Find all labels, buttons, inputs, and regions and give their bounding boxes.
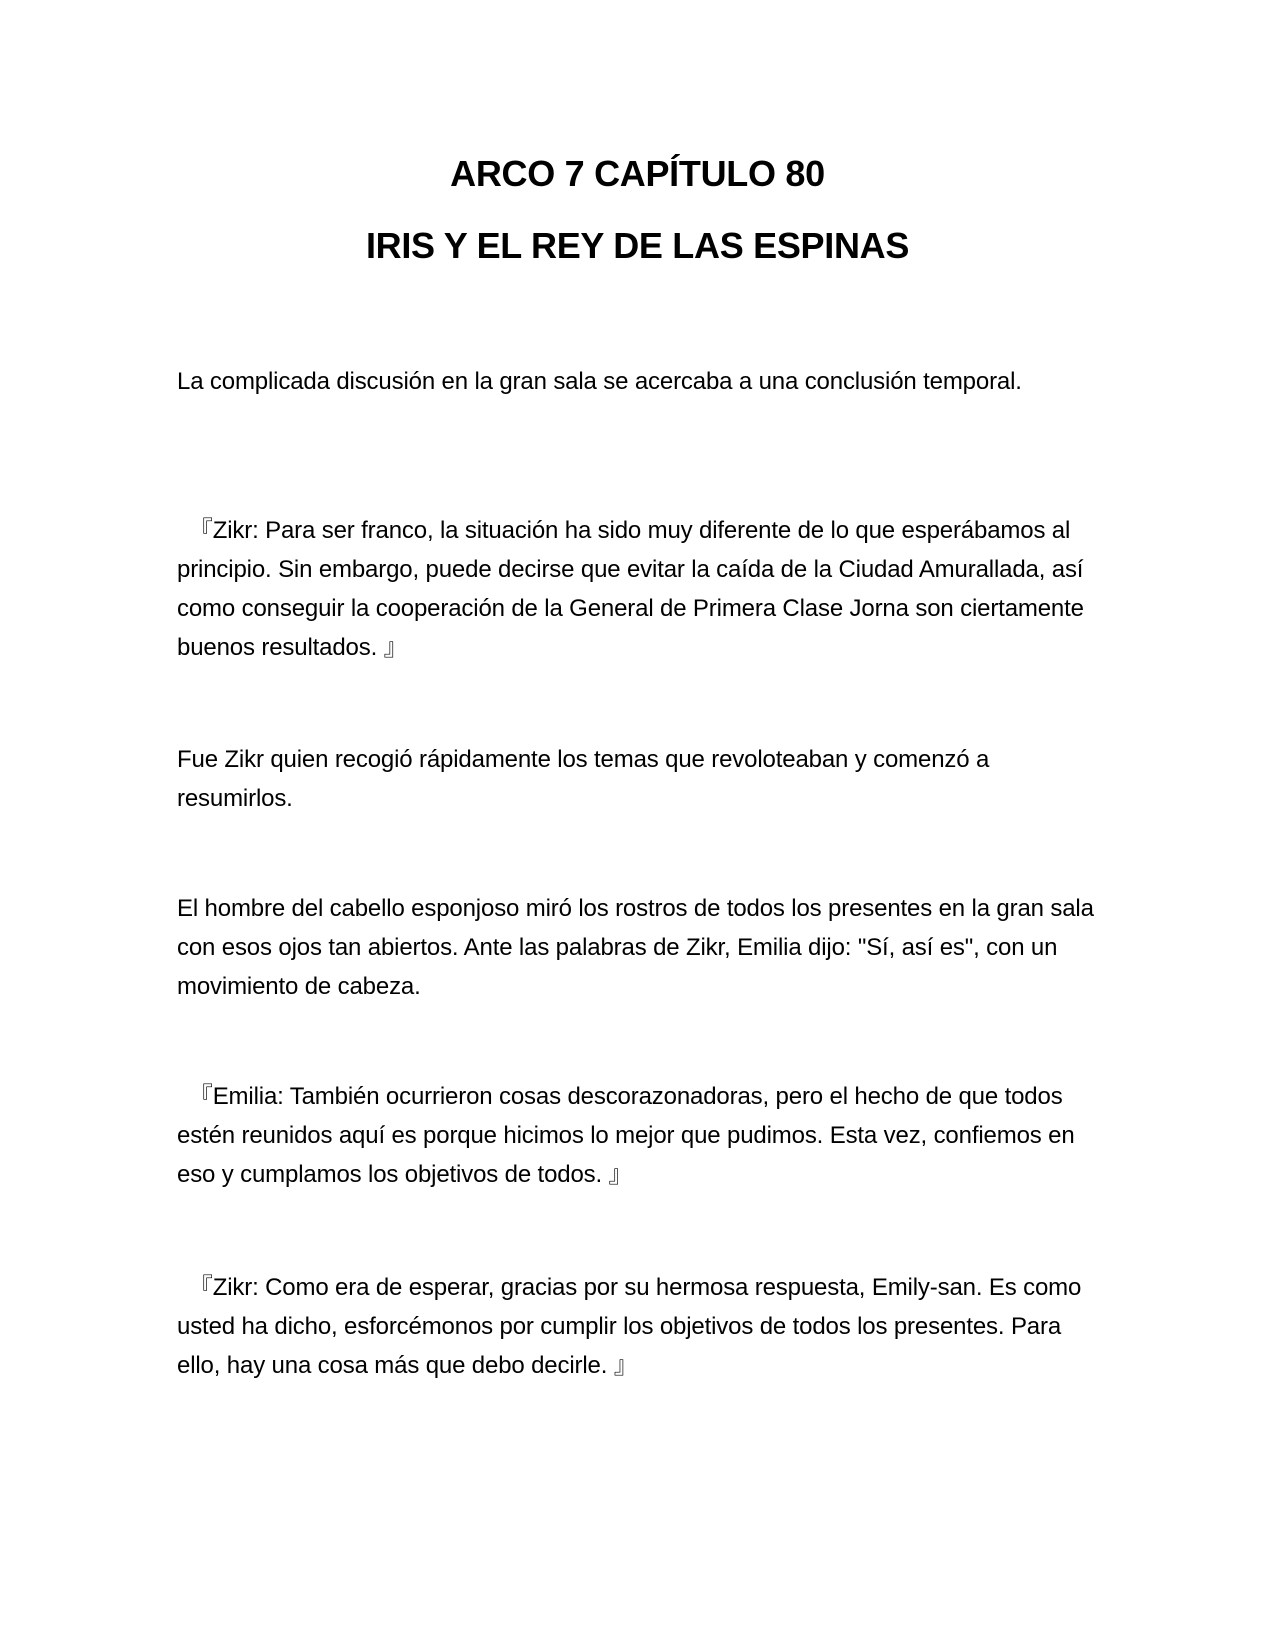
dialogue-paragraph [177, 1268, 1107, 1385]
chapter-subtitle: IRIS Y EL REY DE LAS ESPINAS [365, 225, 910, 266]
paragraph [177, 889, 1107, 1006]
paragraph-text: 『Emilia: También ocurrieron cosas descorazonadoras, pero el hecho de que todos estén reunidos aquí es porque hicimos lo mejor que pudimos. Esta vez, confiemos en eso y cumplamos los objetivos de todos. 』 [177, 1083, 1082, 1188]
chapter-title: ARCO 7 CAPÍTULO 80 [450, 153, 825, 194]
paragraph-text: Fue Zikr quien recogió rápidamente los temas que revoloteaban y comenzó a resumirlos. [177, 746, 996, 812]
paragraph-text: El hombre del cabello esponjoso miró los rostros de todos los presentes en la gran sala con esos ojos tan abiertos. Ante las palabras de Zikr, Emilia dijo: "Sí, así es", con un movimiento de cabeza. [177, 895, 1101, 1000]
paragraph-text: La complicada discusión en la gran sala se acercaba a una conclusión temporal. [177, 368, 1022, 395]
dialogue-paragraph [177, 511, 1107, 667]
paragraph-text: 『Zikr: Para ser franco, la situación ha sido muy diferente de lo que esperábamos al principio. Sin embargo, puede decirse que evitar la caída de la Ciudad Amurallada, así como conseguir la cooperación de la General de Primera Clase Jorna son ciertamente buenos resultados. 』 [177, 517, 1091, 661]
paragraph [177, 362, 1107, 401]
paragraph [177, 740, 1107, 818]
paragraph-text: 『Zikr: Como era de esperar, gracias por su hermosa respuesta, Emily-san. Es como usted ha dicho, esforcémonos por cumplir los objetivos de todos los presentes. Para ello, hay una cosa más que debo decirle. 』 [177, 1274, 1088, 1379]
dialogue-paragraph [177, 1077, 1107, 1194]
